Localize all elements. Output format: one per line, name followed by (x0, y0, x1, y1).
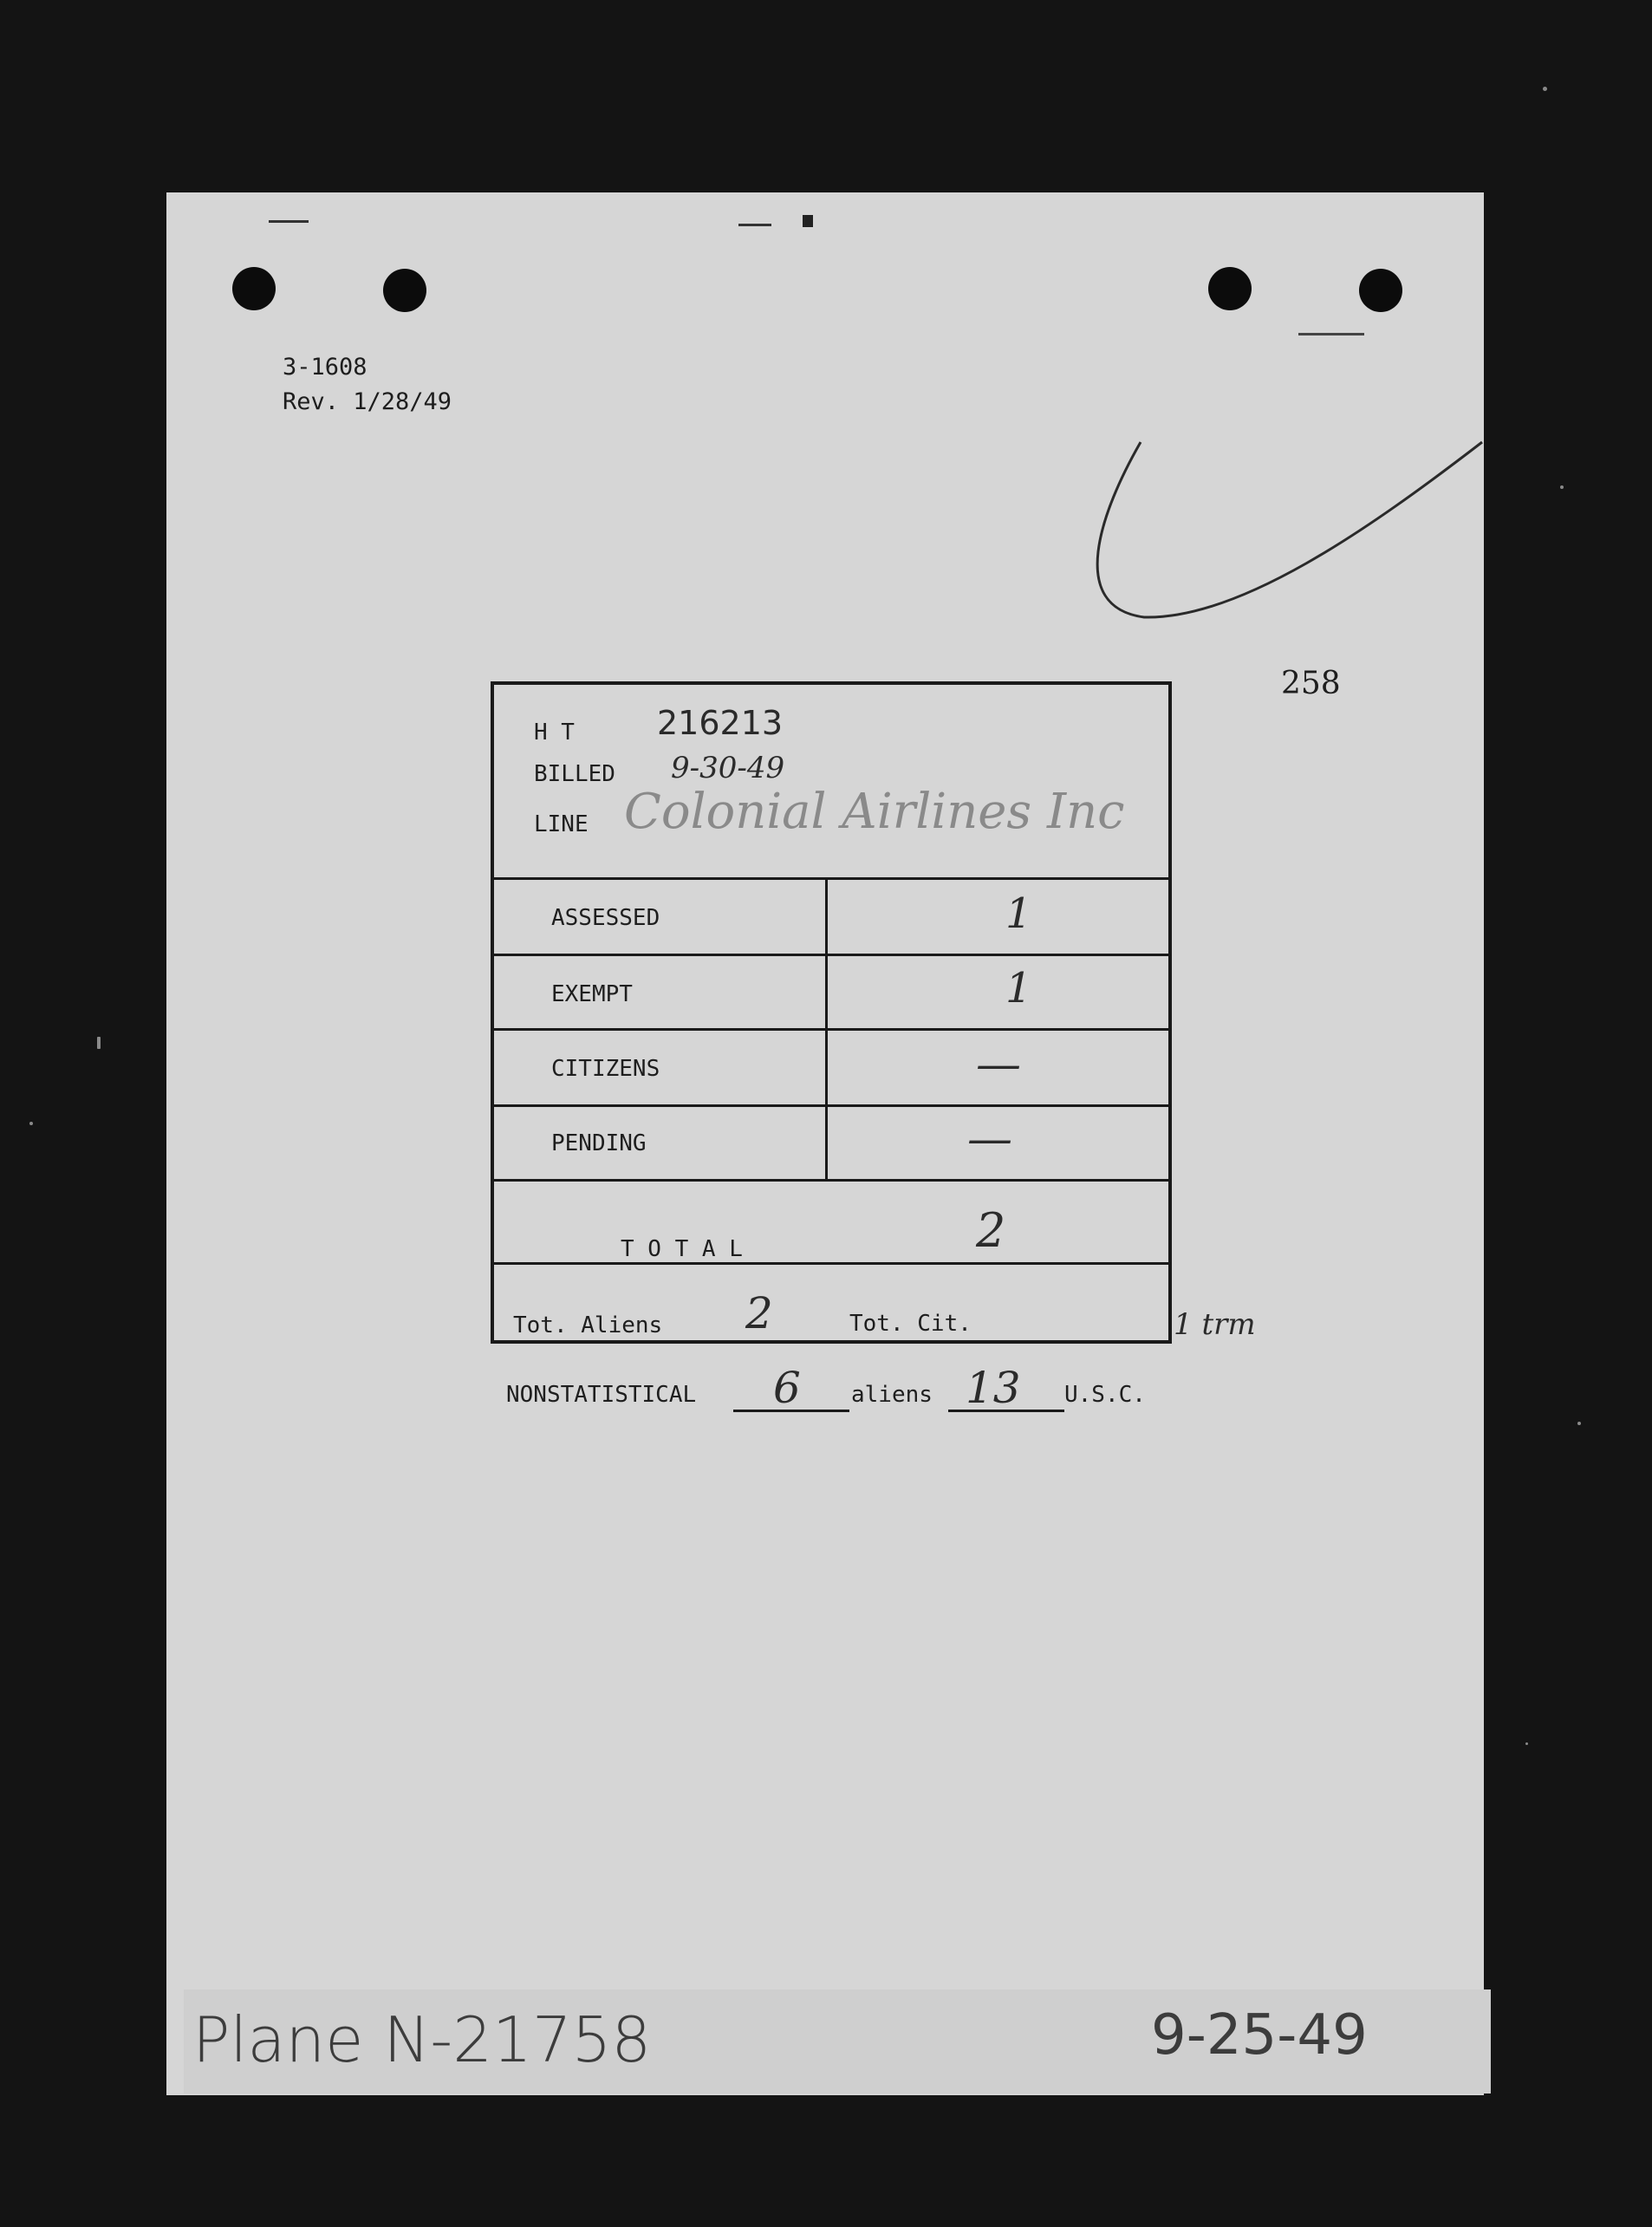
scan-mark (738, 224, 771, 226)
nonstat-aliens-label: aliens (851, 1382, 933, 1408)
separator (494, 1179, 1168, 1182)
total-value: 2 (976, 1203, 1006, 1258)
tot-cit-value: 1 trm (1174, 1307, 1256, 1342)
nonstat-usc-value: 13 (966, 1363, 1021, 1413)
punch-hole (1208, 267, 1252, 310)
separator (494, 877, 1168, 880)
separator (494, 1028, 1168, 1031)
film-speck (97, 1037, 101, 1049)
row-label: PENDING (551, 1130, 647, 1156)
ht-label: H T (534, 720, 575, 746)
scan-mark (269, 220, 309, 223)
film-speck (29, 1122, 33, 1125)
separator (494, 954, 1168, 956)
nonstatistical-label: NONSTATISTICAL (506, 1382, 697, 1408)
billed-label: BILLED (534, 761, 615, 787)
row-value: — (976, 1039, 1021, 1091)
punch-hole (232, 267, 276, 310)
tot-aliens-label: Tot. Aliens (513, 1312, 663, 1338)
separator (494, 1104, 1168, 1107)
punch-hole (1359, 269, 1402, 312)
tally-form (491, 681, 1172, 1344)
total-label: T O T A L (621, 1236, 743, 1262)
billed-date: 9-30-49 (671, 751, 785, 785)
row-label: CITIZENS (551, 1056, 660, 1082)
row-value: 1 (1005, 889, 1032, 938)
row-label: EXEMPT (551, 981, 633, 1007)
ink-stroke (1083, 433, 1491, 633)
nonstat-usc-label: U.S.C. (1064, 1382, 1146, 1408)
airline-name: Colonial Airlines Inc (624, 784, 1125, 840)
row-value: 1 (1005, 964, 1032, 1013)
line-label: LINE (534, 811, 589, 837)
film-speck (1525, 1742, 1528, 1745)
tot-aliens-value: 2 (745, 1288, 773, 1338)
film-date: 9-25-49 (1151, 2003, 1368, 2067)
ht-number: 216213 (657, 704, 784, 742)
form-number: 3-1608 (283, 354, 367, 381)
film-speck (1560, 485, 1564, 489)
column-divider (825, 877, 828, 1181)
page-number: 258 (1281, 666, 1341, 701)
form-revision: Rev. 1/28/49 (283, 388, 452, 415)
film-speck (1577, 1422, 1581, 1425)
film-speck (1543, 87, 1547, 91)
punch-hole (383, 269, 426, 312)
scan-mark (1298, 333, 1364, 335)
film-label-strip (184, 1989, 1491, 2094)
separator (494, 1262, 1168, 1265)
row-value: — (967, 1113, 1012, 1165)
nonstat-aliens-value: 6 (773, 1363, 801, 1413)
scan-mark (803, 215, 813, 227)
plane-number: Plane N-21758 (192, 2003, 652, 2076)
tot-cit-label: Tot. Cit. (849, 1311, 972, 1337)
row-label: ASSESSED (551, 905, 660, 931)
